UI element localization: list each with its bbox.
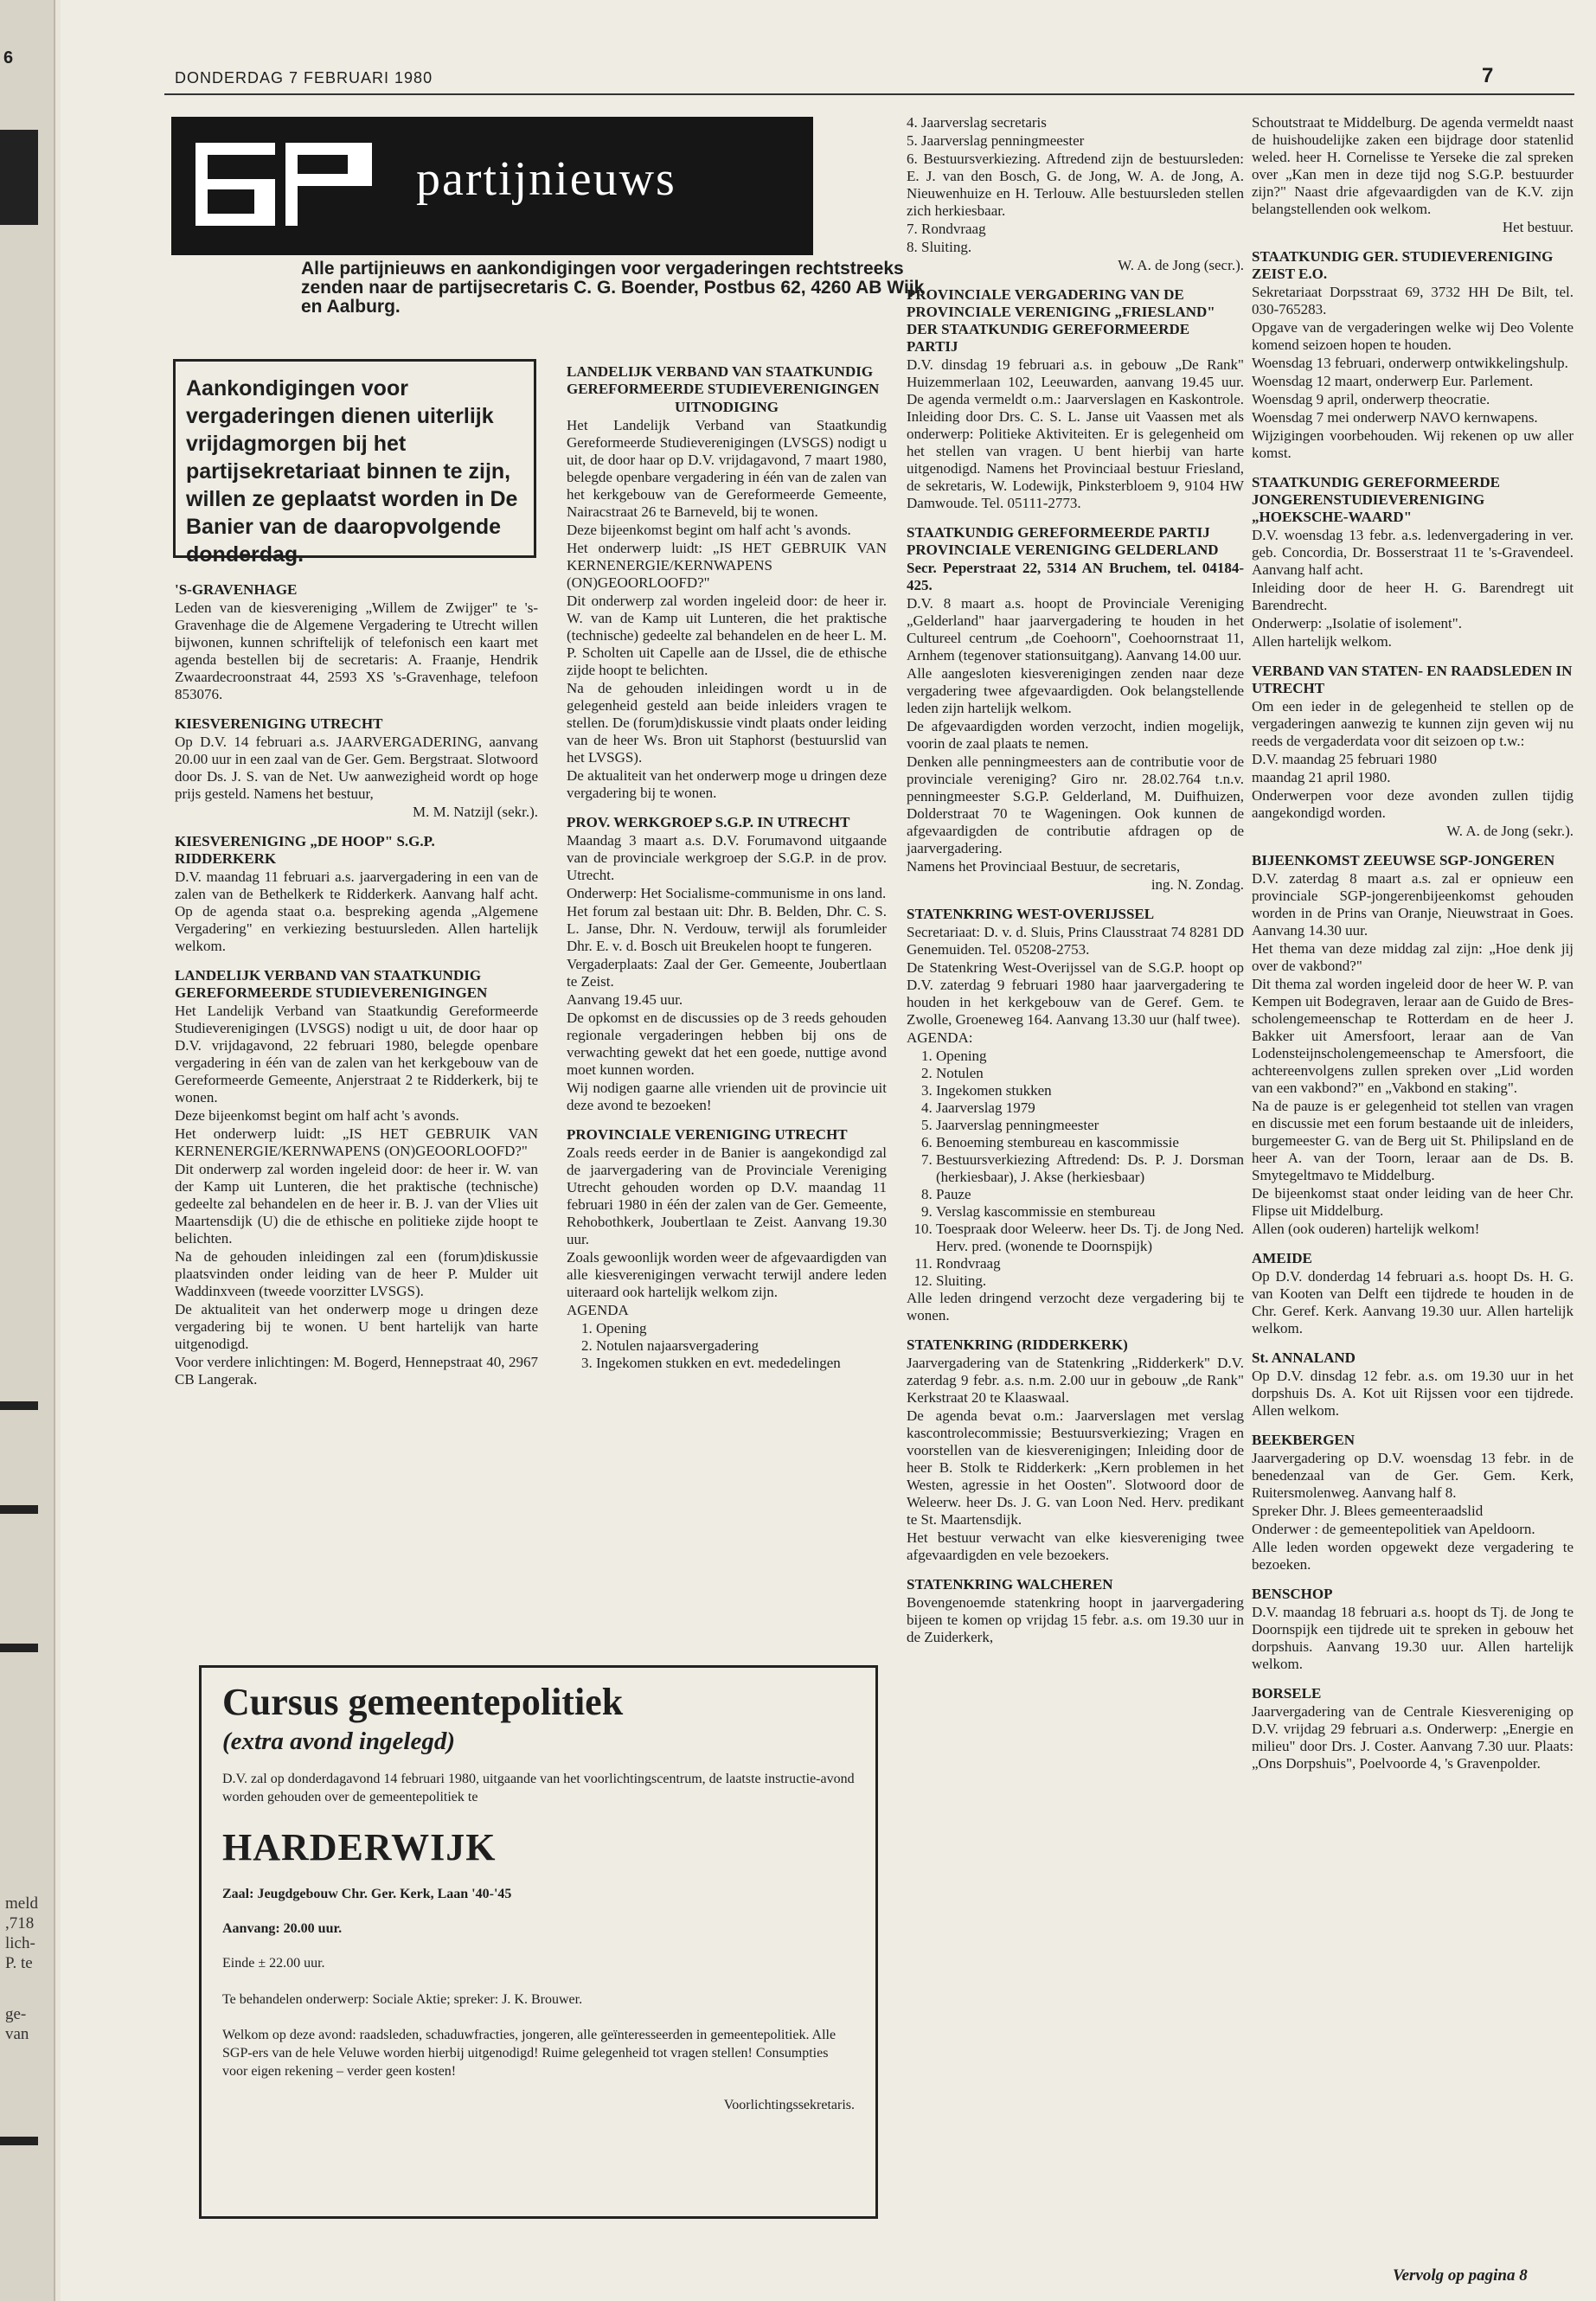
list-item: 1. Opening xyxy=(596,1320,887,1337)
newspaper-page xyxy=(61,0,1596,2301)
heading: STAATKUNDIG GEREFORMEERDE JONGERENSTUDIEVERENIGING „HOEKSCHE-WAARD" xyxy=(1252,474,1500,525)
text-fragment: van xyxy=(5,2025,29,2043)
paragraph: Op D.V. dinsdag 12 febr. a.s. om 19.30 uur in het dorpshuis Ds. A. Kot uit Rijssen voor een tijdrede. Allen welkom. xyxy=(1252,1368,1574,1419)
partijnieuws-banner xyxy=(171,117,813,255)
list-item: 10. Toespraak door Weleerw. heer Ds. Tj. de Jong Ned. Herv. pred. (wonende te Doornspijk) xyxy=(936,1221,1244,1255)
list-item: 3. Ingekomen stukken en evt. mededelingen xyxy=(596,1355,887,1372)
heading: PROVINCIALE VERGADERING VAN DE PROVINCIALE VERENIGING „FRIESLAND" DER STAATKUNDIG GEREFORMEERDE PARTIJ xyxy=(907,286,1215,355)
heading: STATENKRING WALCHEREN xyxy=(907,1576,1113,1593)
list-item: 6. Bestuursverkiezing. Aftredend zijn de bestuursleden: E. J. van den Bosch, G. de Jong, W. A. de Jong, A. Nieuwenhuize en H. Terlouw. Alle bestuursleden stellen zich herkiesbaar. xyxy=(907,151,1244,219)
paragraph: maandag 21 april 1980. xyxy=(1252,769,1391,785)
paragraph: Om een ieder in de gelegenheid te stellen op de vergaderingen aanwezig te kunnen zijn geven wij nu reeds de vergaderdata voor dit seizoen op t.w.: xyxy=(1252,698,1574,749)
list-item: 4. Jaarverslag 1979 xyxy=(936,1099,1244,1117)
paragraph: De aktualiteit van het onderwerp moge u dringen deze vergadering bij te wonen. xyxy=(567,767,887,801)
paragraph: Sekretariaat Dorpsstraat 69, 3732 HH De Bilt, tel. 030-765283. xyxy=(1252,284,1574,317)
heading: KIESVERENIGING UTRECHT xyxy=(175,715,383,732)
deadline-notice: Aankondigingen voor vergaderingen dienen uiterlijk vrijdagmorgen bij het partijsekretariaat binnen te zijn, willen ze geplaatst worden in De Banier van de daaropvolgende donderdag. xyxy=(173,359,536,558)
paragraph: Alle leden dringend verzocht deze vergadering bij te wonen. xyxy=(907,1290,1244,1324)
paragraph: Secretariaat: D. v. d. Sluis, Prins Clausstraat 74 8281 DD Genemuiden. Tel. 05208-2753. xyxy=(907,924,1244,958)
paragraph: Allen (ook ouderen) hartelijk welkom! xyxy=(1252,1221,1480,1237)
black-rule xyxy=(0,1401,38,1410)
paragraph: Aanvang 19.45 uur. xyxy=(567,991,683,1008)
paragraph: Woensdag 13 februari, onderwerp ontwikkelingshulp. xyxy=(1252,355,1568,371)
list-item: 2. Notulen xyxy=(936,1065,1244,1082)
paragraph: Na de pauze is er gelegenheid tot stellen van vragen en discussie met een forum bestaande uit de inleiders, burgemeester G. van de Berg uit St. Philipsland en de heer A. van der Toorn, leraar aan de Ds. B. Smytegeltmavo te Middelburg. xyxy=(1252,1098,1574,1183)
agenda-list xyxy=(907,1048,1244,1290)
heading: BENSCHOP xyxy=(1252,1586,1333,1602)
paragraph: Jaarvergadering op D.V. woensdag 13 febr. in de benedenzaal van de Ger. Gem. Kerk, Ruitersmolenweg. Aanvang half 8. xyxy=(1252,1450,1574,1501)
paragraph: Deze bijeenkomst begint om half acht 's avonds. xyxy=(567,522,851,538)
paragraph: D.V. maandag 18 februari a.s. hoopt ds Tj. de Jong te Doornspijk een tijdrede uit te spreken in gebouw het dorpshuis. Aanvang 19.30 uur. Allen hartelijk welkom. xyxy=(1252,1604,1574,1672)
agenda-list xyxy=(567,1320,887,1372)
paragraph: Na de gehouden inleidingen zal een (forum)diskussie plaatsvinden onder leiding van de heer P. Mulder uit Waddinxveen (tweede voorzitter LVSGS). xyxy=(175,1248,538,1299)
list-item: 5. Jaarverslag penningmeester xyxy=(907,132,1085,149)
paragraph: Na de gehouden inleidingen wordt u in de gelegenheid gesteld aan beide inleiders vragen te stellen. De (forum)diskussie vindt plaats onder leiding van de heer Ws. Bron uit Staphorst (bestuurslid van het LVSGS). xyxy=(567,680,887,766)
column-3 xyxy=(907,114,1244,1647)
heading: LANDELIJK VERBAND VAN STAATKUNDIG GEREFORMEERDE STUDIEVERENIGINGEN xyxy=(175,967,488,1001)
paragraph: D.V. woensdag 13 febr. a.s. ledenvergadering in ver. geb. Concordia, Dr. Bosserstraat 11 te 's-Gravendeel. Aanvang half acht. xyxy=(1252,527,1574,578)
text-fragment: ge- xyxy=(5,2005,27,2023)
black-rule xyxy=(0,2137,38,2145)
list-item: 7. Bestuursverkiezing Aftredend: Ds. P. J. Dorsman (herkiesbaar), J. Akse (herkiesbaar) xyxy=(936,1151,1244,1186)
list-item: 5. Jaarverslag penningmeester xyxy=(936,1117,1244,1134)
course-subtitle: (extra avond ingelegd) xyxy=(222,1727,456,1755)
paragraph: Bovengenoemde statenkring hoopt in jaarvergadering bijeen te komen op vrijdag 15 febr. a.s. om 19.30 uur in de Zuiderkerk, xyxy=(907,1594,1244,1645)
paragraph: Het onderwerp luidt: „IS HET GEBRUIK VAN KERNENERGIE/KERNWAPENS (ON)GEOORLOOFD?" xyxy=(175,1125,538,1159)
heading: LANDELIJK VERBAND VAN STAATKUNDIG GEREFORMEERDE STUDIEVERENIGINGEN xyxy=(567,363,880,397)
agenda-label: AGENDA xyxy=(567,1302,629,1318)
heading: STAATKUNDIG GEREFORMEERDE PARTIJ PROVINCIALE VERENIGING GELDERLAND xyxy=(907,524,1219,558)
course-signature: Voorlichtingssekretaris. xyxy=(723,2098,855,2112)
paragraph: De bijeenkomst staat onder leiding van de heer Chr. Flipse uit Middelburg. xyxy=(1252,1185,1574,1219)
paragraph: Spreker Dhr. J. Blees gemeenteraadslid xyxy=(1252,1503,1484,1519)
column-4 xyxy=(1252,114,1574,1773)
list-item: 8. Sluiting. xyxy=(907,239,972,255)
heading: KIESVERENIGING „DE HOOP" S.G.P. RIDDERKERK xyxy=(175,833,435,867)
column-1 xyxy=(175,581,538,1389)
list-item: 8. Pauze xyxy=(936,1186,1244,1203)
course-topic: Te behandelen onderwerp: Sociale Aktie; spreker: J. K. Brouwer. xyxy=(222,1992,583,2007)
paragraph: Het forum zal bestaan uit: Dhr. B. Belden, Dhr. C. S. L. Janse, Dhr. N. Verdouw, terwijl als forumleider Dhr. E. v. d. Bosch uit Breukelen hoopt te fungeren. xyxy=(567,903,887,954)
paragraph: De aktualiteit van het onderwerp moge u dringen deze vergadering bij te wonen. U bent hartelijk van harte uitgenodigd. xyxy=(175,1301,538,1352)
signature: Het bestuur. xyxy=(1502,219,1574,235)
signature: W. A. de Jong (sekr.). xyxy=(1446,823,1574,839)
course-intro: D.V. zal op donderdagavond 14 februari 1980, uitgaande van het voorlichtingscentrum, de laatste instructie-avond worden gehouden over de gemeentepolitiek te xyxy=(222,1772,855,1804)
paragraph: Dit onderwerp zal worden ingeleid door: de heer ir. W. van de Kamp uit Lunteren, die het praktische (technische) gedeelte zal behandelen en de heer L. M. P. Scholten uit Capelle aan de IJssel, die de ethische zijde hoopt te belichten. xyxy=(567,593,887,678)
subheading: UITNODIGING xyxy=(675,399,779,415)
paragraph: Wij nodigen gaarne alle vrienden uit de provincie uit deze avond te bezoeken! xyxy=(567,1080,887,1113)
list-item: 6. Benoeming stembureau en kascommissie xyxy=(936,1134,1244,1151)
course-start: Aanvang: 20.00 uur. xyxy=(222,1921,343,1936)
heading: STAATKUNDIG GER. STUDIEVERENIGING ZEIST E.O. xyxy=(1252,248,1554,282)
paragraph: Onderwerp: Het Socialisme-communisme in ons land. xyxy=(567,885,887,901)
party-contact-info: Alle partijnieuws en aankondigingen voor vergaderingen rechtstreeks zenden naar de partijsecretaris C. G. Boender, Postbus 62, 4260 AB Wijk en Aalburg. xyxy=(301,259,925,317)
heading: BEEKBERGEN xyxy=(1252,1432,1356,1448)
heading: BORSELE xyxy=(1252,1685,1322,1702)
course-advertisement xyxy=(199,1665,878,2219)
signature: ing. N. Zondag. xyxy=(1151,876,1244,893)
paragraph: Inleiding door de heer H. G. Barendregt uit Barendrecht. xyxy=(1252,580,1574,613)
paragraph: Onderwerpen voor deze avonden zullen tijdig aangekondigd worden. xyxy=(1252,787,1574,821)
paragraph: D.V. maandag 25 februari 1980 xyxy=(1252,751,1438,767)
paragraph: Vergaderplaats: Zaal der Ger. Gemeente, Joubertlaan te Zeist. xyxy=(567,956,887,990)
paragraph: Dit thema zal worden ingeleid door de heer W. P. van Kempen uit Bodegraven, leraar aan de Guido de Bres-scholengemeenschap te Rotterdam en de heer J. Bakker uit Amersfoort, leraar aan de Van Lodensteijnscholengemeenschap te Amersfoort, die achtereenvolgens zullen spreken over „Lid worden van een vakbond?" en „Vakbond en staking". xyxy=(1252,976,1574,1096)
paragraph: Op D.V. donderdag 14 februari a.s. hoopt Ds. H. G. van Kooten van Delft een tijdrede te houden in de Chr. Geref. Kerk. Aanvang 19.30 uur. Allen hartelijk welkom. xyxy=(1252,1268,1574,1336)
paragraph: Het onderwerp luidt: „IS HET GEBRUIK VAN KERNENERGIE/KERNWAPENS (ON)GEOORLOOFD?" xyxy=(567,540,887,591)
text-fragment: ,718 xyxy=(5,1914,35,1932)
heading: AMEIDE xyxy=(1252,1250,1312,1266)
paragraph: Het Landelijk Verband van Staatkundig Gereformeerde Studieverenigingen (LVSGS) nodigt u uit, de door haar op D.V. vrijdagavond, 22 februari 1980, belegde openbare vergadering in één van de zalen van het kerkgebouw van de Gereformeerde Gemeente, Anjerstraat 2 te Ridderkerk, bij te wonen. xyxy=(175,1003,538,1106)
paragraph: Woensdag 12 maart, onderwerp Eur. Parlement. xyxy=(1252,373,1534,389)
list-item: 3. Ingekomen stukken xyxy=(936,1082,1244,1099)
paragraph: Zoals reeds eerder in de Banier is aangekondigd zal de jaarvergadering van de Provinciale Vereniging Utrecht gehouden worden op D.V. maandag 11 februari 1980 in één der zalen van de Ger. Gemeente, Rehobothkerk, Joubertlaan te Zeist. Aanvang 19.30 uur. xyxy=(567,1144,887,1247)
course-title: Cursus gemeentepolitiek xyxy=(222,1681,624,1723)
black-rule xyxy=(0,130,38,225)
paragraph: Schoutstraat te Middelburg. De agenda vermeldt naast de huishoudelijke zaken een bijdrage door statenlid weled. heer H. Cornelisse te Yerseke die zal spreken over „Kan men in deze tijd nog S.G.P. bestuurder zijn?" Naast drie afgevaardigden van de K.V. zijn belangstellenden ook welkom. xyxy=(1252,114,1574,217)
paragraph: D.V. zaterdag 8 maart a.s. zal er opnieuw een provinciale SGP-jongerenbijeenkomst gehouden worden in de Prins van Oranje, Nieuwstraat in Goes. Aanvang 14.30 uur. xyxy=(1252,870,1574,939)
section-title: partijnieuws xyxy=(416,152,676,206)
course-venue: Zaal: Jeugdgebouw Chr. Ger. Kerk, Laan '40-'45 xyxy=(222,1887,512,1901)
list-item: 1. Opening xyxy=(936,1048,1244,1065)
address: Secr. Peperstraat 22, 5314 AN Bruchem, tel. 04184-425. xyxy=(907,560,1244,593)
list-item: 7. Rondvraag xyxy=(907,221,986,237)
issue-date: DONDERDAG 7 FEBRUARI 1980 xyxy=(175,69,433,87)
course-welcome: Welkom op deze avond: raadsleden, schaduwfracties, jongeren, alle geïnteresseerden in gemeentepolitiek. Alle SGP-ers van de hele Veluwe worden hierbij uitgenodigd! Ruime gelegenheid tot vragen stellen! Consumpties voor eigen rekening – verder geen kosten! xyxy=(222,2028,836,2079)
paragraph: Allen hartelijk welkom. xyxy=(1252,633,1392,650)
paragraph: Opgave van de vergaderingen welke wij Deo Volente komend seizoen hopen te houden. xyxy=(1252,319,1574,353)
page-number: 7 xyxy=(1482,64,1494,87)
previous-page-edge xyxy=(0,0,55,2301)
paragraph: Denken alle penningmeesters aan de contributie voor de provinciale vereniging? Giro nr. 28.02.764 t.n.v. penningmeester S.G.P. Gelderland, M. Duifhuizen, Dolderstraat 70 te Wageningen. Ook kunnen de afgevaardigden de contributie afdragen op de jaarvergadering. xyxy=(907,753,1244,856)
paragraph: De afgevaardigden worden verzocht, indien mogelijk, voorin de zaal plaats te nemen. xyxy=(907,718,1244,752)
paragraph: D.V. dinsdag 19 februari a.s. in gebouw „De Rank" Huizemmerlaan 102, Leeuwarden, aanvang 19.45 uur. De agenda vermeldt o.m.: Jaarverslagen en Kaskontrole. Inleiding door Drs. C. S. L. Janse uit Vaassen met als onderwerp: Politieke Aktiviteiten. Er is gelegenheid om het stellen van vragen. U bent hierbij van harte uitgenodigd. Namens het Provinciaal bestuur Friesland, de sekretaris, W. Lodewijk, Pinksterbloem 9, 9104 HW Damwoude. Tel. 05111-2773. xyxy=(907,356,1244,511)
paragraph: Het bestuur verwacht van elke kiesvereniging twee afgevaardigden en vele bezoekers. xyxy=(907,1529,1244,1563)
heading: PROV. WERKGROEP S.G.P. IN UTRECHT xyxy=(567,814,850,830)
paragraph: Leden van de kiesvereniging „Willem de Zwijger" te 's-Gravenhage die de Algemene Vergadering te Utrecht willen bijwonen, kunnen schriftelijk of telefonisch een kaart met agenda bestellen bij de secretaris: A. Fraanje, Hendrik Zwaardecroonstraat 44, 2593 XS 's-Gravenhage, telefoon 853076. xyxy=(175,599,538,702)
paragraph: De Statenkring West-Overijssel van de S.G.P. hoopt op D.V. zaterdag 9 februari 1980 haar jaarvergadering te houden in het kerkgebouw van de Geref. Gem. te Zwolle, Groeneweg 164. Aanvang 13.30 uur (half twee). xyxy=(907,959,1244,1028)
header-rule xyxy=(164,93,1574,95)
paragraph: Alle leden worden opgewekt deze vergadering te bezoeken. xyxy=(1252,1539,1574,1573)
text-fragment: lich- xyxy=(5,1934,35,1952)
heading: VERBAND VAN STATEN- EN RAADSLEDEN IN UTRECHT xyxy=(1252,663,1573,696)
list-item: 12. Sluiting. xyxy=(936,1272,1244,1290)
text-fragment: P. te xyxy=(5,1954,33,1972)
list-item: 9. Verslag kascommissie en stembureau xyxy=(936,1203,1244,1221)
paragraph: Wijzigingen voorbehouden. Wij rekenen op uw aller komst. xyxy=(1252,427,1574,461)
paragraph: Het thema van deze middag zal zijn: „Hoe denk jij over de vakbond?" xyxy=(1252,940,1574,974)
list-item: 11. Rondvraag xyxy=(936,1255,1244,1272)
black-rule xyxy=(0,1505,38,1514)
paragraph: De opkomst en de discussies op de 3 reeds gehouden regionale vergaderingen hebben bij ons de verwachting gewekt dat het een goede, nuttige avond moet kunnen worden. xyxy=(567,1009,887,1078)
previous-page-number: 6 xyxy=(3,48,14,67)
heading: BIJEENKOMST ZEEUWSE SGP-JONGEREN xyxy=(1252,852,1555,868)
sgp-logo-icon xyxy=(189,136,379,238)
paragraph: Het Landelijk Verband van Staatkundig Gereformeerde Studieverenigingen (LVSGS) nodigt u uit, de door haar op D.V. vrijdagavond, 7 maart 1980, belegde openbare vergadering in één van de zalen van het kerkgebouw van de Gereformeerde Gemeente, Nairacstraat 26 te Barneveld, bij te wonen. xyxy=(567,417,887,520)
paragraph: De agenda bevat o.m.: Jaarverslagen met verslag kascontrolecommissie; Bestuursverkiezing; Vragen en voorstellen van de kiesverenigingen; Inleiding door de heer B. Stolk te Ridderkerk: „Kern problemen in het Westen, agressie in het Oosten". Slotwoord door de Weleerw. heer Ds. J. G. van Loon Ned. Herv. predikant te St. Maartensdijk. xyxy=(907,1407,1244,1528)
paragraph: D.V. 8 maart a.s. hoopt de Provinciale Vereniging „Gelderland" haar jaarvergadering te houden in het Cultureel centrum „de Coehoorn", Coehoornstraat 11, Arnhem (tegenover stationsuitgang). Aanvang 14.00 uur. xyxy=(907,595,1244,663)
black-rule xyxy=(0,1644,38,1652)
signature: M. M. Natzijl (sekr.). xyxy=(413,804,538,820)
course-end: Einde ± 22.00 uur. xyxy=(222,1956,325,1971)
paragraph: Woensdag 9 april, onderwerp theocratie. xyxy=(1252,391,1490,407)
paragraph: Zoals gewoonlijk worden weer de afgevaardigden van alle kiesverenigingen verwacht terwijl andere leden uiteraard ook hartelijk welkom zijn. xyxy=(567,1249,887,1300)
heading: STATENKRING (RIDDERKERK) xyxy=(907,1336,1128,1353)
paragraph: Woensdag 7 mei onderwerp NAVO kernwapens. xyxy=(1252,409,1538,426)
text-fragment: meld xyxy=(5,1894,38,1913)
heading: PROVINCIALE VERENIGING UTRECHT xyxy=(567,1126,848,1143)
paragraph: Jaarvergadering van de Centrale Kiesvereniging op D.V. vrijdag 29 februari a.s. Onderwerp: „Energie en milieu" door Drs. J. Coster. Aanvang 7.30 uur. Plaats: „Ons Dorpshuis", Poelvoorde 4, 's Gravenpolder. xyxy=(1252,1703,1574,1772)
signature: W. A. de Jong (secr.). xyxy=(1118,257,1244,273)
course-city: HARDERWIJK xyxy=(222,1826,497,1868)
paragraph: Deze bijeenkomst begint om half acht 's avonds. xyxy=(175,1107,459,1124)
paragraph: Voor verdere inlichtingen: M. Bogerd, Hennepstraat 40, 2967 CB Langerak. xyxy=(175,1354,538,1388)
list-item: 2. Notulen najaarsvergadering xyxy=(596,1337,887,1355)
heading: 'S-GRAVENHAGE xyxy=(175,581,298,598)
paragraph: Dit onderwerp zal worden ingeleid door: de heer ir. W. van der Kamp uit Lunteren, die het praktische (technische) gedeelte zal behandelen en de heer ir. B. J. van der Vlies uit Maartensdijk (U) die de ethische en politieke zijde hoopt te belichten. xyxy=(175,1161,538,1247)
paragraph: Op D.V. 14 februari a.s. JAARVERGADERING, aanvang 20.00 uur in een zaal van de Ger. Gem. Bergstraat. Slotwoord door Ds. J. S. van de Net. Uw aanwezigheid wordt op hoge prijs gesteld. Namens het bestuur, xyxy=(175,734,538,802)
paragraph: Maandag 3 maart a.s. D.V. Forumavond uitgaande van de provinciale werkgroep der S.G.P. in de prov. Utrecht. xyxy=(567,832,887,883)
heading: STATENKRING WEST-OVERIJSSEL xyxy=(907,906,1155,922)
paragraph: Onderwerp: „Isolatie of isolement". xyxy=(1252,615,1462,631)
paragraph: Namens het Provinciaal Bestuur, de secretaris, xyxy=(907,858,1181,875)
paragraph: Onderwer : de gemeentepolitiek van Apeldoorn. xyxy=(1252,1521,1535,1537)
heading: St. ANNALAND xyxy=(1252,1349,1356,1366)
column-2 xyxy=(567,363,887,1372)
list-item: 4. Jaarverslag secretaris xyxy=(907,114,1047,131)
continued-notice: Vervolg op pagina 8 xyxy=(1393,2266,1528,2285)
paragraph: Alle aangesloten kiesverenigingen zenden naar deze vergadering twee afgevaardigden. Ook belangstellende leden zijn hartelijk welkom. xyxy=(907,665,1244,716)
paragraph: Jaarvergadering van de Statenkring „Ridderkerk" D.V. zaterdag 9 febr. a.s. n.m. 2.00 uur in gebouw „de Rank" Kerkstraat 20 te Klaaswaal. xyxy=(907,1355,1244,1406)
agenda-label: AGENDA: xyxy=(907,1029,973,1046)
paragraph: D.V. maandag 11 februari a.s. jaarvergadering in een van de zalen van de Bethelkerk te Ridderkerk. Aanvang half acht. Op de agenda staat o.a. bespreking agenda „Algemene Vergadering" en verkiezing bestuursleden. Allen hartelijk welkom. xyxy=(175,868,538,954)
